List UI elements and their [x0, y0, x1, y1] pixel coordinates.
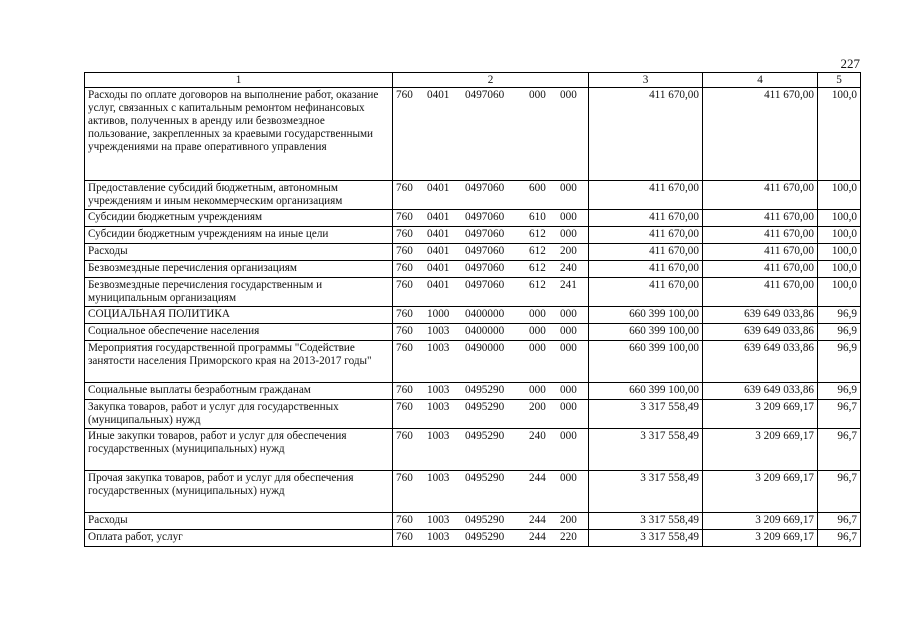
code-part: 220	[560, 531, 577, 543]
code-part: 760	[396, 384, 413, 396]
row-actual-amount: 3 209 669,17	[703, 513, 818, 530]
code-part: 0401	[427, 89, 450, 101]
row-expense-name: Безвозмездные перечисления организациям	[85, 261, 393, 278]
code-part: 1003	[427, 325, 450, 337]
code-part: 0495290	[465, 514, 505, 526]
column-header-1: 1	[85, 73, 393, 88]
row-execution-percent: 100,0	[818, 261, 861, 278]
code-part: 000	[560, 342, 577, 354]
page-number: 227	[840, 56, 860, 71]
row-planned-amount: 3 317 558,49	[589, 471, 703, 513]
row-execution-percent: 100,0	[818, 278, 861, 307]
row-execution-percent: 100,0	[818, 181, 861, 210]
row-execution-percent: 96,9	[818, 307, 861, 324]
code-part: 0497060	[465, 279, 505, 291]
code-part: 000	[560, 325, 577, 337]
code-part: 244	[529, 514, 546, 526]
row-expense-name: Предоставление субсидий бюджетным, автономным учреждениям и иным некоммерческим организациям	[85, 181, 393, 210]
row-expense-name: Оплата работ, услуг	[85, 530, 393, 547]
code-part: 0497060	[465, 228, 505, 240]
table-row	[85, 324, 861, 341]
row-actual-amount: 411 670,00	[703, 88, 818, 181]
code-part: 1000	[427, 308, 450, 320]
column-header-4: 4	[703, 73, 818, 88]
code-part: 1003	[427, 430, 450, 442]
row-classification-code	[393, 181, 589, 210]
table-row	[85, 307, 861, 324]
code-part: 0401	[427, 211, 450, 223]
row-actual-amount: 411 670,00	[703, 227, 818, 244]
code-part: 0495290	[465, 384, 505, 396]
row-actual-amount: 639 649 033,86	[703, 341, 818, 383]
table-row	[85, 227, 861, 244]
row-expense-name: Субсидии бюджетным учреждениям на иные цели	[85, 227, 393, 244]
code-part: 760	[396, 514, 413, 526]
row-planned-amount: 411 670,00	[589, 261, 703, 278]
row-classification-code	[393, 429, 589, 471]
row-classification-code	[393, 383, 589, 400]
code-part: 760	[396, 430, 413, 442]
code-part: 760	[396, 325, 413, 337]
code-part: 0401	[427, 279, 450, 291]
table-row	[85, 261, 861, 278]
table-row	[85, 88, 861, 181]
code-part: 760	[396, 531, 413, 543]
code-part: 000	[529, 325, 546, 337]
column-header-3: 3	[589, 73, 703, 88]
row-actual-amount: 411 670,00	[703, 261, 818, 278]
code-part: 000	[529, 342, 546, 354]
code-part: 760	[396, 279, 413, 291]
code-part: 760	[396, 342, 413, 354]
code-part: 612	[529, 245, 546, 257]
row-actual-amount: 411 670,00	[703, 244, 818, 261]
code-part: 000	[560, 430, 577, 442]
row-classification-code	[393, 530, 589, 547]
row-expense-name: Мероприятия государственной программы "Содействие занятости населения Приморского края на 2013-2017 годы"	[85, 341, 393, 383]
code-part: 760	[396, 401, 413, 413]
row-expense-name: Социальное обеспечение населения	[85, 324, 393, 341]
code-part: 610	[529, 211, 546, 223]
row-expense-name: Социальные выплаты безработным гражданам	[85, 383, 393, 400]
row-expense-name: СОЦИАЛЬНАЯ ПОЛИТИКА	[85, 307, 393, 324]
row-classification-code	[393, 400, 589, 429]
table-row	[85, 341, 861, 383]
row-classification-code	[393, 244, 589, 261]
row-execution-percent: 96,7	[818, 471, 861, 513]
row-execution-percent: 96,7	[818, 513, 861, 530]
code-part: 000	[560, 472, 577, 484]
row-planned-amount: 660 399 100,00	[589, 341, 703, 383]
row-planned-amount: 660 399 100,00	[589, 307, 703, 324]
row-execution-percent: 96,7	[818, 530, 861, 547]
code-part: 0495290	[465, 531, 505, 543]
code-part: 0490000	[465, 342, 505, 354]
row-planned-amount: 411 670,00	[589, 181, 703, 210]
row-actual-amount: 3 209 669,17	[703, 530, 818, 547]
code-part: 000	[529, 89, 546, 101]
row-planned-amount: 660 399 100,00	[589, 324, 703, 341]
code-part: 600	[529, 182, 546, 194]
code-part: 760	[396, 472, 413, 484]
row-execution-percent: 96,9	[818, 383, 861, 400]
code-part: 0401	[427, 228, 450, 240]
code-part: 000	[560, 308, 577, 320]
row-expense-name: Безвозмездные перечисления государственным и муниципальным организациям	[85, 278, 393, 307]
code-part: 760	[396, 89, 413, 101]
code-part: 000	[529, 384, 546, 396]
code-part: 200	[560, 245, 577, 257]
table-row	[85, 383, 861, 400]
row-classification-code	[393, 210, 589, 227]
code-part: 0400000	[465, 308, 505, 320]
row-actual-amount: 411 670,00	[703, 181, 818, 210]
table-row	[85, 278, 861, 307]
row-expense-name: Иные закупки товаров, работ и услуг для обеспечения государственных (муниципальных) нужд	[85, 429, 393, 471]
code-part: 1003	[427, 531, 450, 543]
row-execution-percent: 96,7	[818, 400, 861, 429]
row-planned-amount: 411 670,00	[589, 244, 703, 261]
row-expense-name: Субсидии бюджетным учреждениям	[85, 210, 393, 227]
row-actual-amount: 3 209 669,17	[703, 400, 818, 429]
column-header-2: 2	[393, 73, 589, 88]
row-classification-code	[393, 341, 589, 383]
code-part: 1003	[427, 514, 450, 526]
budget-table	[84, 72, 861, 547]
table-body	[85, 88, 861, 547]
row-execution-percent: 96,9	[818, 324, 861, 341]
code-part: 0497060	[465, 211, 505, 223]
row-actual-amount: 639 649 033,86	[703, 383, 818, 400]
row-planned-amount: 3 317 558,49	[589, 429, 703, 471]
row-classification-code	[393, 261, 589, 278]
row-planned-amount: 411 670,00	[589, 88, 703, 181]
code-part: 244	[529, 472, 546, 484]
table-row	[85, 513, 861, 530]
row-planned-amount: 411 670,00	[589, 278, 703, 307]
code-part: 0497060	[465, 262, 505, 274]
code-part: 000	[529, 308, 546, 320]
table-row	[85, 210, 861, 227]
row-execution-percent: 100,0	[818, 227, 861, 244]
row-classification-code	[393, 88, 589, 181]
row-planned-amount: 411 670,00	[589, 227, 703, 244]
row-planned-amount: 3 317 558,49	[589, 530, 703, 547]
table-row	[85, 530, 861, 547]
code-part: 760	[396, 228, 413, 240]
code-part: 000	[560, 228, 577, 240]
row-classification-code	[393, 278, 589, 307]
code-part: 000	[560, 211, 577, 223]
code-part: 0401	[427, 182, 450, 194]
code-part: 0495290	[465, 472, 505, 484]
code-part: 760	[396, 245, 413, 257]
code-part: 200	[529, 401, 546, 413]
code-part: 240	[560, 262, 577, 274]
code-part: 241	[560, 279, 577, 291]
code-part: 000	[560, 89, 577, 101]
table-header-row	[85, 73, 861, 88]
code-part: 612	[529, 262, 546, 274]
code-part: 000	[560, 384, 577, 396]
row-expense-name: Расходы	[85, 244, 393, 261]
row-actual-amount: 639 649 033,86	[703, 307, 818, 324]
code-part: 0497060	[465, 245, 505, 257]
code-part: 1003	[427, 384, 450, 396]
table-row	[85, 400, 861, 429]
code-part: 0497060	[465, 89, 505, 101]
code-part: 0401	[427, 262, 450, 274]
code-part: 240	[529, 430, 546, 442]
row-actual-amount: 411 670,00	[703, 278, 818, 307]
code-part: 760	[396, 211, 413, 223]
row-actual-amount: 3 209 669,17	[703, 471, 818, 513]
row-actual-amount: 411 670,00	[703, 210, 818, 227]
code-part: 000	[560, 401, 577, 413]
code-part: 0401	[427, 245, 450, 257]
row-execution-percent: 96,9	[818, 341, 861, 383]
row-expense-name: Прочая закупка товаров, работ и услуг для обеспечения государственных (муниципальных) нужд	[85, 471, 393, 513]
row-actual-amount: 639 649 033,86	[703, 324, 818, 341]
row-classification-code	[393, 307, 589, 324]
column-header-5: 5	[818, 73, 861, 88]
row-actual-amount: 3 209 669,17	[703, 429, 818, 471]
code-part: 760	[396, 182, 413, 194]
code-part: 244	[529, 531, 546, 543]
code-part: 000	[560, 182, 577, 194]
row-expense-name: Расходы по оплате договоров на выполнение работ, оказание услуг, связанных с капитальным ремонтом нефинансовых активов, полученных в аренду или безвозмездное пользование, закрепленных за краевыми государственными учреждениями на праве оперативного управления	[85, 88, 393, 181]
code-part: 760	[396, 308, 413, 320]
row-planned-amount: 3 317 558,49	[589, 513, 703, 530]
row-planned-amount: 411 670,00	[589, 210, 703, 227]
row-planned-amount: 3 317 558,49	[589, 400, 703, 429]
code-part: 200	[560, 514, 577, 526]
code-part: 0495290	[465, 401, 505, 413]
row-classification-code	[393, 513, 589, 530]
code-part: 0497060	[465, 182, 505, 194]
row-expense-name: Закупка товаров, работ и услуг для государственных (муниципальных) нужд	[85, 400, 393, 429]
table-row	[85, 471, 861, 513]
code-part: 1003	[427, 342, 450, 354]
code-part: 612	[529, 279, 546, 291]
row-execution-percent: 100,0	[818, 244, 861, 261]
row-expense-name: Расходы	[85, 513, 393, 530]
row-execution-percent: 100,0	[818, 210, 861, 227]
table-row	[85, 244, 861, 261]
code-part: 0400000	[465, 325, 505, 337]
table-row	[85, 181, 861, 210]
row-planned-amount: 660 399 100,00	[589, 383, 703, 400]
code-part: 612	[529, 228, 546, 240]
code-part: 1003	[427, 472, 450, 484]
row-execution-percent: 100,0	[818, 88, 861, 181]
code-part: 760	[396, 262, 413, 274]
code-part: 1003	[427, 401, 450, 413]
row-classification-code	[393, 227, 589, 244]
row-execution-percent: 96,7	[818, 429, 861, 471]
row-classification-code	[393, 324, 589, 341]
code-part: 0495290	[465, 430, 505, 442]
table-row	[85, 429, 861, 471]
row-classification-code	[393, 471, 589, 513]
